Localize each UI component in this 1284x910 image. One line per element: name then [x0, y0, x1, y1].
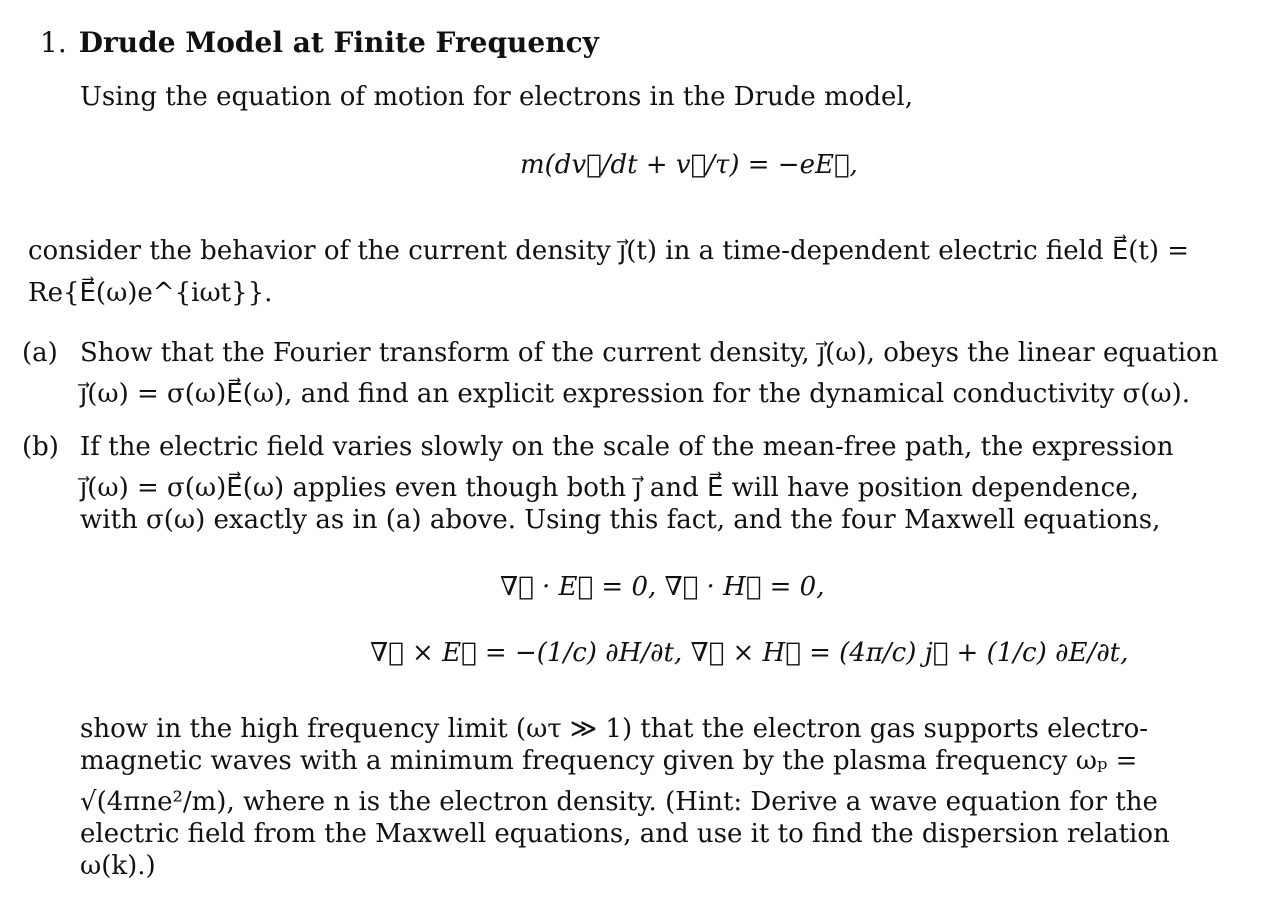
part-b-line-1: If the electric field varies slowly on the scale of the mean-free path, the expression: [80, 432, 1174, 462]
part-a: [22, 338, 1226, 428]
part-a-line-1: Show that the Fourier transform of the current density, j⃗(ω), obeys the linear equation: [80, 338, 1219, 368]
problem-number: 1.: [40, 26, 67, 59]
problem-title: [40, 26, 599, 60]
context-line-1: consider the behavior of the current density j⃗(t) in a time-dependent electric field E⃗(t) =: [28, 236, 1190, 266]
part-b-label: (b): [22, 432, 59, 462]
part-a-line-2: j⃗(ω) = σ(ω)E⃗(ω), and find an explicit expression for the dynamical conductivity σ(ω).: [80, 379, 1191, 409]
part-b-line-8: ω(k).): [80, 851, 156, 881]
part-b-line-2: j⃗(ω) = σ(ω)E⃗(ω) applies even though both j⃗ and E⃗ will have position dependence,: [80, 473, 1139, 503]
part-a-label: (a): [22, 338, 58, 368]
equation-of-motion: m(dv⃗/dt + v⃗/τ) = −eE⃗,: [520, 150, 858, 180]
maxwell-curl-equations: ∇⃗ × E⃗ = −(1/c) ∂H/∂t, ∇⃗ × H⃗ = (4π/c) j⃗ + (1/c) ∂E/∂t,: [370, 638, 1129, 668]
context-line-2: Re{E⃗(ω)e^{iωt}}.: [28, 278, 273, 308]
intro-text: Using the equation of motion for electrons in the Drude model,: [80, 82, 913, 112]
part-b-line-6: √(4πne²/m), where n is the electron density. (Hint: Derive a wave equation for the: [80, 787, 1158, 817]
maxwell-divergence-equations: ∇⃗ · E⃗ = 0, ∇⃗ · H⃗ = 0,: [500, 572, 825, 602]
part-b-line-5: magnetic waves with a minimum frequency given by the plasma frequency ωₚ =: [80, 746, 1138, 776]
part-b-line-7: electric field from the Maxwell equations, and use it to find the dispersion relation: [80, 819, 1170, 849]
problem-title-text: Drude Model at Finite Frequency: [78, 26, 599, 59]
part-b-line-3: with σ(ω) exactly as in (a) above. Using this fact, and the four Maxwell equations,: [80, 505, 1161, 535]
part-b-line-4: show in the high frequency limit (ωτ ≫ 1) that the electron gas supports electro-: [80, 714, 1149, 744]
